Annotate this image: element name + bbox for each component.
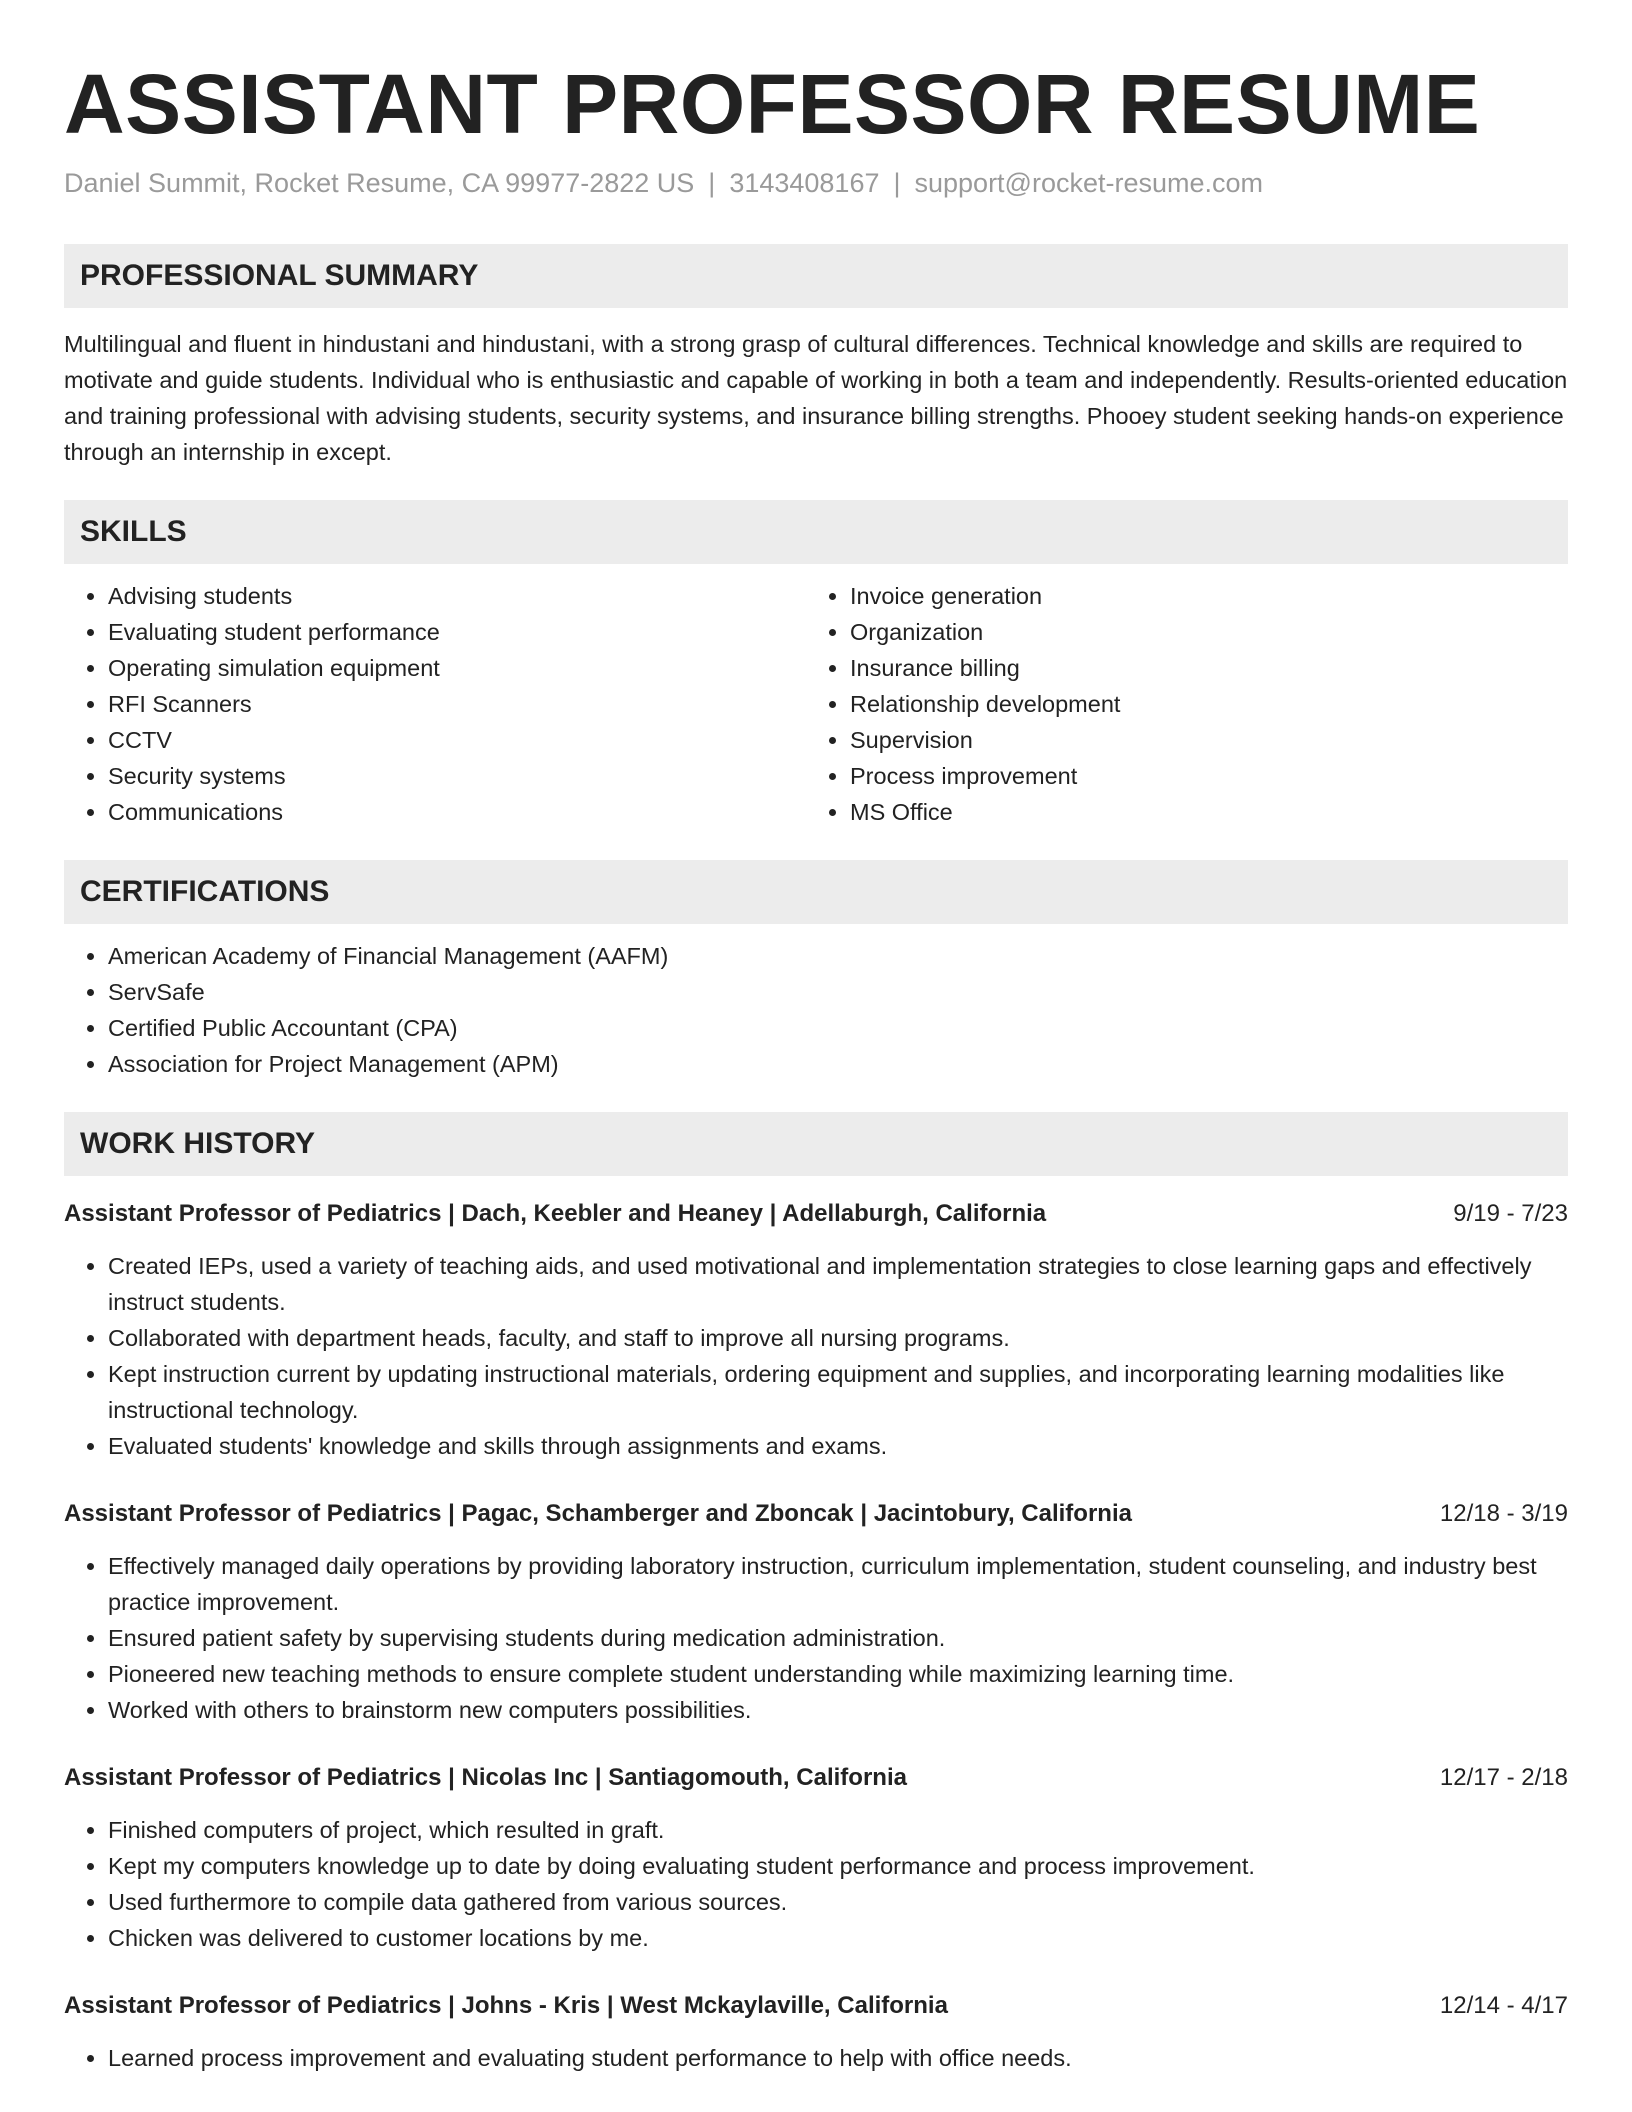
job-title: Assistant Professor of Pediatrics | Nicolas Inc | Santiagomouth, California <box>64 1764 907 1791</box>
certifications-section <box>64 860 1568 1082</box>
skills-right-list <box>806 578 1548 830</box>
job-bullet: • Worked with others to brainstorm new computers possibilities. <box>108 1692 1568 1728</box>
job-bullet: • Kept instruction current by updating instructional materials, ordering equipment and supplies, and incorporating learning modalities like instructional technology. <box>108 1356 1568 1428</box>
job-dates: 9/19 - 7/23 <box>1453 1200 1568 1227</box>
contact-line <box>64 166 1568 200</box>
skill-item: • Insurance billing <box>850 650 1548 686</box>
skill-item: • Supervision <box>850 722 1548 758</box>
job-bullet: • Finished computers of project, which resulted in graft. <box>108 1812 1568 1848</box>
certification-item: • American Academy of Financial Management (AAFM) <box>108 938 1568 974</box>
job-bullet: • Chicken was delivered to customer locations by me. <box>108 1920 1568 1956</box>
skill-item: • CCTV <box>108 722 806 758</box>
contact-email[interactable]: support@rocket-resume.com <box>914 168 1264 198</box>
job-header <box>64 1988 1568 2024</box>
job-bullet: • Ensured patient safety by supervising students during medication administration. <box>108 1620 1568 1656</box>
job-bullets <box>64 1812 1568 1956</box>
skills-left-list <box>64 578 806 830</box>
contact-separator: | <box>893 168 901 198</box>
certification-item: • ServSafe <box>108 974 1568 1010</box>
job-dates: 12/18 - 3/19 <box>1439 1500 1568 1527</box>
skills-section <box>64 500 1568 830</box>
skill-item: • Invoice generation <box>850 578 1548 614</box>
job-header <box>64 1196 1568 1232</box>
job-bullet: • Effectively managed daily operations by providing laboratory instruction, curriculum implementation, student counseling, and industry best practice improvement. <box>108 1548 1568 1620</box>
certifications-list <box>64 938 1568 1082</box>
certification-item: • Certified Public Accountant (CPA) <box>108 1010 1568 1046</box>
skill-item: • MS Office <box>850 794 1548 830</box>
job-entry <box>64 1760 1568 1956</box>
job-bullet: • Used furthermore to compile data gathered from various sources. <box>108 1884 1568 1920</box>
skills-columns <box>64 578 1568 830</box>
resume-title: ASSISTANT PROFESSOR RESUME <box>64 57 1481 151</box>
job-entry <box>64 1196 1568 1464</box>
certifications-heading: CERTIFICATIONS <box>64 860 1568 924</box>
skill-item: • Evaluating student performance <box>108 614 806 650</box>
summary-text: Multilingual and fluent in hindustani and hindustani, with a strong grasp of cultural differences. Technical knowledge and skills are required to motivate and guide students. Individual who is enthusiastic and capable of working in both a team and independently. Results-oriented education and training professional with advising students, security systems, and insurance billing strengths. Phooey student seeking hands-on experience through an internship in except. <box>64 331 1568 465</box>
job-dates: 12/14 - 4/17 <box>1439 1992 1568 2019</box>
job-bullet: • Created IEPs, used a variety of teaching aids, and used motivational and implementation strategies to close learning gaps and effectively instruct students. <box>108 1248 1568 1320</box>
certification-item: • Association for Project Management (APM) <box>108 1046 1568 1082</box>
job-bullet: • Collaborated with department heads, faculty, and staff to improve all nursing programs. <box>108 1320 1568 1356</box>
contact-address: Daniel Summit, Rocket Resume, CA 99977-2822 US <box>64 168 695 198</box>
contact-phone: 3143408167 <box>729 168 880 198</box>
skill-item: • Relationship development <box>850 686 1548 722</box>
skills-heading: SKILLS <box>64 500 1568 564</box>
skill-item: • Security systems <box>108 758 806 794</box>
job-header <box>64 1496 1568 1532</box>
job-entry <box>64 1496 1568 1728</box>
skill-item: • Communications <box>108 794 806 830</box>
skill-item: • Operating simulation equipment <box>108 650 806 686</box>
job-bullet: • Learned process improvement and evaluating student performance to help with office needs. <box>108 2040 1568 2076</box>
work-heading: WORK HISTORY <box>64 1112 1568 1176</box>
job-title: Assistant Professor of Pediatrics | Johns - Kris | West Mckaylaville, California <box>64 1992 948 2019</box>
skill-item: • Advising students <box>108 578 806 614</box>
job-title: Assistant Professor of Pediatrics | Pagac, Schamberger and Zboncak | Jacintobury, California <box>64 1500 1132 1527</box>
job-bullet: • Evaluated students' knowledge and skills through assignments and exams. <box>108 1428 1568 1464</box>
job-header <box>64 1760 1568 1796</box>
job-bullets <box>64 1548 1568 1728</box>
skill-item: • Process improvement <box>850 758 1548 794</box>
job-bullets <box>64 1248 1568 1464</box>
skill-item: • Organization <box>850 614 1548 650</box>
job-entry <box>64 1988 1568 2076</box>
job-bullet: • Kept my computers knowledge up to date by doing evaluating student performance and process improvement. <box>108 1848 1568 1884</box>
skill-item: • RFI Scanners <box>108 686 806 722</box>
job-title: Assistant Professor of Pediatrics | Dach, Keebler and Heaney | Adellaburgh, California <box>64 1200 1047 1227</box>
job-dates: 12/17 - 2/18 <box>1439 1764 1568 1791</box>
contact-separator: | <box>708 168 716 198</box>
job-bullets <box>64 2040 1568 2076</box>
summary-heading: PROFESSIONAL SUMMARY <box>64 244 1568 308</box>
work-section <box>64 1112 1568 2076</box>
summary-section <box>64 244 1568 470</box>
job-bullet: • Pioneered new teaching methods to ensure complete student understanding while maximizing learning time. <box>108 1656 1568 1692</box>
